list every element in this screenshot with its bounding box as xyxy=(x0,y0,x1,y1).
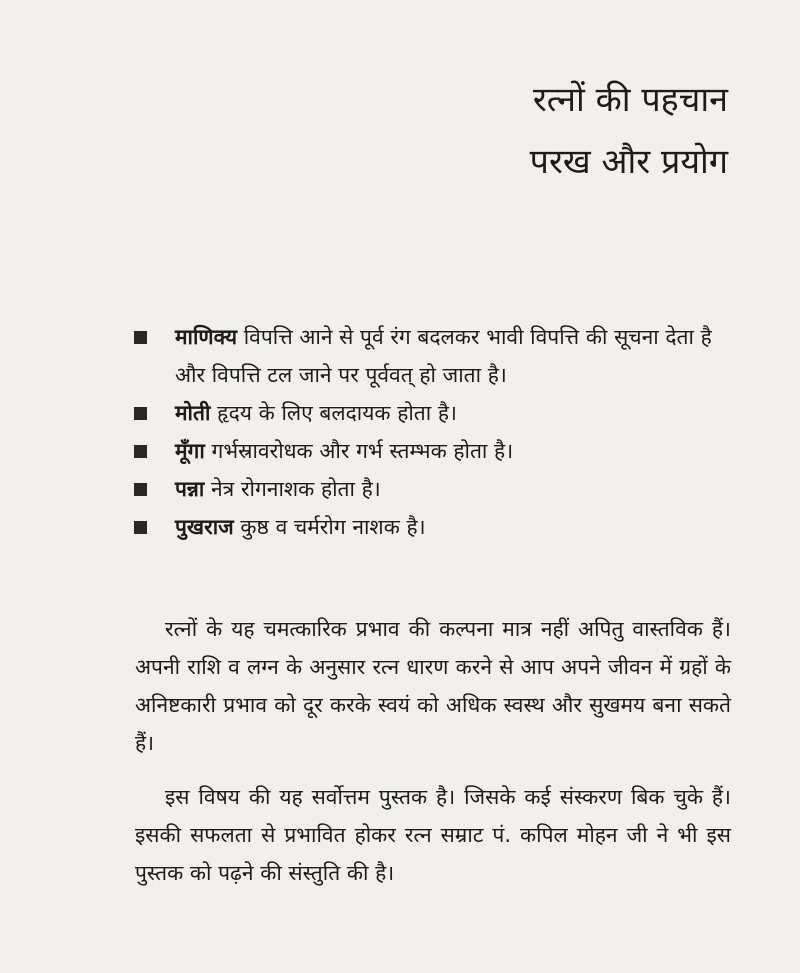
gem-name: मूँगा xyxy=(175,439,205,463)
list-item xyxy=(130,318,740,394)
list-item xyxy=(130,432,740,470)
list-item xyxy=(130,508,740,546)
list-item xyxy=(130,470,740,508)
gem-description: कुष्ठ व चर्मरोग नाशक है। xyxy=(233,515,426,539)
gem-name: मोती xyxy=(175,401,211,425)
title-line-1: रत्नों की पहचान xyxy=(532,80,728,120)
gem-description: हृदय के लिए बलदायक होता है। xyxy=(210,401,457,425)
paragraph-book-recommendation: इस विषय की यह सर्वोत्तम पुस्तक है। जिसके कई संस्करण बिक चुके हैं। इसकी सफलता से प्रभावित होकर रत्न सम्राट पं. कपिल मोहन जी ने भी इस पुस्तक को पढ़ने की संस्तुति की है। xyxy=(135,785,731,885)
square-bullet-icon xyxy=(134,331,147,344)
gem-description: विपत्ति आने से पूर्व रंग बदलकर भावी विपत्ति की सूचना देता है और विपत्ति टल जाने पर पूर्ववत् हो जाता है। xyxy=(175,325,712,387)
square-bullet-icon xyxy=(134,407,147,420)
square-bullet-icon xyxy=(134,483,147,496)
gem-name: माणिक्य xyxy=(175,325,238,349)
list-item xyxy=(130,394,740,432)
paragraph-gem-effects: रत्नों के यह चमत्कारिक प्रभाव की कल्पना मात्र नहीं अपितु वास्तविक हैं। अपनी राशि व लग्न के अनुसार रत्न धारण करने से आप अपने जीवन में ग्रहों के अनिष्टकारी प्रभाव को दूर करके स्वयं को अधिक स्वस्थ और सुखमय बना सकते हैं। xyxy=(135,617,731,755)
square-bullet-icon xyxy=(134,445,147,458)
gem-description: गर्भस्रावरोधक और गर्भ स्तम्भक होता है। xyxy=(204,439,514,463)
gem-description: नेत्र रोगनाशक होता है। xyxy=(204,477,381,501)
title-line-2: परख और प्रयोग xyxy=(529,142,728,182)
gem-name: पुखराज xyxy=(175,515,234,539)
gem-name: पन्ना xyxy=(175,477,205,501)
square-bullet-icon xyxy=(134,521,147,534)
gem-benefits-list xyxy=(130,318,740,546)
